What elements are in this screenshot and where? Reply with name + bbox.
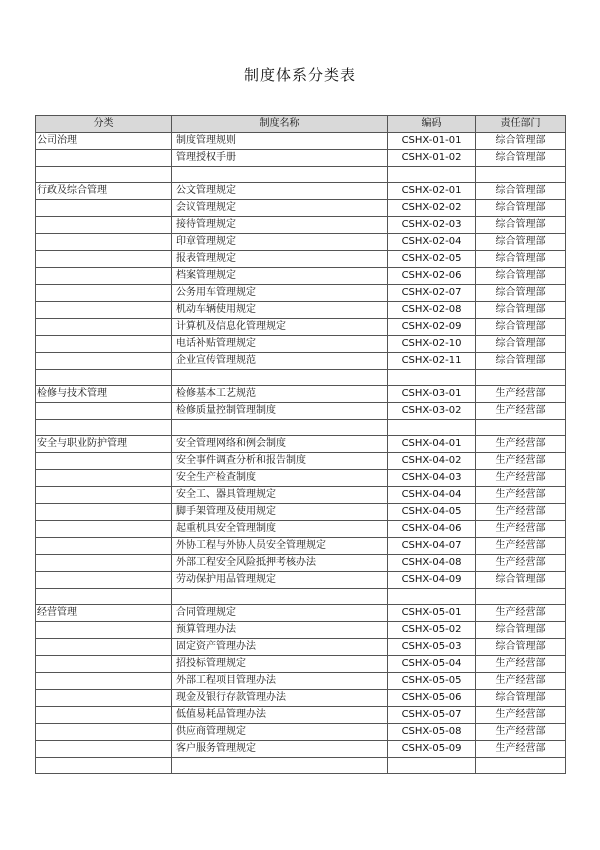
policy-name-cell: 外部工程安全风险抵押考核办法 bbox=[172, 555, 388, 572]
policy-code-cell: CSHX-05-01 bbox=[388, 605, 476, 622]
policy-name-cell: 低值易耗品管理办法 bbox=[172, 707, 388, 724]
category-cell bbox=[36, 251, 172, 268]
category-cell bbox=[36, 538, 172, 555]
category-cell bbox=[36, 150, 172, 167]
table-row bbox=[36, 707, 566, 724]
table-header-row bbox=[36, 116, 566, 133]
table-row bbox=[36, 673, 566, 690]
department-cell: 生产经营部 bbox=[476, 487, 566, 504]
policy-code-cell: CSHX-02-03 bbox=[388, 217, 476, 234]
category-cell bbox=[36, 234, 172, 251]
category-cell bbox=[36, 217, 172, 234]
policy-code-cell: CSHX-02-11 bbox=[388, 353, 476, 370]
policy-code-cell: CSHX-02-08 bbox=[388, 302, 476, 319]
department-cell: 综合管理部 bbox=[476, 302, 566, 319]
policy-code-cell: CSHX-04-04 bbox=[388, 487, 476, 504]
department-cell: 综合管理部 bbox=[476, 639, 566, 656]
empty-cell bbox=[476, 370, 566, 386]
policy-code-cell: CSHX-02-05 bbox=[388, 251, 476, 268]
department-cell: 生产经营部 bbox=[476, 386, 566, 403]
blank-row bbox=[36, 589, 566, 605]
policy-name-cell: 安全生产检查制度 bbox=[172, 470, 388, 487]
policy-code-cell: CSHX-05-05 bbox=[388, 673, 476, 690]
policy-name-cell: 会议管理规定 bbox=[172, 200, 388, 217]
policy-name-cell: 劳动保护用品管理规定 bbox=[172, 572, 388, 589]
policy-code-cell: CSHX-04-03 bbox=[388, 470, 476, 487]
department-cell: 综合管理部 bbox=[476, 217, 566, 234]
table-row bbox=[36, 403, 566, 420]
category-cell bbox=[36, 555, 172, 572]
policy-name-cell: 客户服务管理规定 bbox=[172, 741, 388, 758]
policy-name-cell: 检修质量控制管理制度 bbox=[172, 403, 388, 420]
department-cell: 生产经营部 bbox=[476, 521, 566, 538]
department-cell: 综合管理部 bbox=[476, 622, 566, 639]
department-cell: 综合管理部 bbox=[476, 319, 566, 336]
empty-cell bbox=[172, 167, 388, 183]
category-cell bbox=[36, 690, 172, 707]
policy-code-cell: CSHX-02-01 bbox=[388, 183, 476, 200]
policy-name-cell: 供应商管理规定 bbox=[172, 724, 388, 741]
empty-cell bbox=[476, 167, 566, 183]
table-body bbox=[36, 133, 566, 774]
policy-name-cell: 电话补贴管理规定 bbox=[172, 336, 388, 353]
department-cell: 生产经营部 bbox=[476, 538, 566, 555]
department-cell: 综合管理部 bbox=[476, 336, 566, 353]
policy-code-cell: CSHX-02-10 bbox=[388, 336, 476, 353]
category-cell: 安全与职业防护管理 bbox=[36, 436, 172, 453]
empty-cell bbox=[172, 589, 388, 605]
table-row bbox=[36, 572, 566, 589]
policy-code-cell: CSHX-03-02 bbox=[388, 403, 476, 420]
policy-name-cell: 接待管理规定 bbox=[172, 217, 388, 234]
table-row bbox=[36, 353, 566, 370]
header-code: 编码 bbox=[388, 116, 476, 133]
policy-name-cell: 起重机具安全管理制度 bbox=[172, 521, 388, 538]
empty-cell bbox=[36, 758, 172, 774]
department-cell: 综合管理部 bbox=[476, 285, 566, 302]
department-cell: 综合管理部 bbox=[476, 150, 566, 167]
empty-cell bbox=[172, 370, 388, 386]
table-row bbox=[36, 470, 566, 487]
department-cell: 生产经营部 bbox=[476, 555, 566, 572]
policy-code-cell: CSHX-04-07 bbox=[388, 538, 476, 555]
policy-name-cell: 现金及银行存款管理办法 bbox=[172, 690, 388, 707]
policy-name-cell: 公文管理规定 bbox=[172, 183, 388, 200]
department-cell: 生产经营部 bbox=[476, 741, 566, 758]
table-row bbox=[36, 133, 566, 150]
department-cell: 生产经营部 bbox=[476, 436, 566, 453]
table-row bbox=[36, 656, 566, 673]
policy-name-cell: 安全工、器具管理规定 bbox=[172, 487, 388, 504]
policy-code-cell: CSHX-05-03 bbox=[388, 639, 476, 656]
policy-name-cell: 安全事件调查分析和报告制度 bbox=[172, 453, 388, 470]
empty-cell bbox=[476, 758, 566, 774]
policy-name-cell: 检修基本工艺规范 bbox=[172, 386, 388, 403]
category-cell: 行政及综合管理 bbox=[36, 183, 172, 200]
policy-code-cell: CSHX-03-01 bbox=[388, 386, 476, 403]
table-row bbox=[36, 741, 566, 758]
policy-code-cell: CSHX-02-07 bbox=[388, 285, 476, 302]
empty-cell bbox=[172, 758, 388, 774]
empty-cell bbox=[388, 167, 476, 183]
category-cell bbox=[36, 336, 172, 353]
policy-name-cell: 公务用车管理规定 bbox=[172, 285, 388, 302]
table-row bbox=[36, 639, 566, 656]
policy-code-cell: CSHX-04-09 bbox=[388, 572, 476, 589]
table-row bbox=[36, 150, 566, 167]
policy-name-cell: 预算管理办法 bbox=[172, 622, 388, 639]
policy-code-cell: CSHX-04-01 bbox=[388, 436, 476, 453]
category-cell bbox=[36, 353, 172, 370]
category-cell bbox=[36, 319, 172, 336]
table-row bbox=[36, 453, 566, 470]
page-title: 制度体系分类表 bbox=[243, 66, 356, 84]
policy-name-cell: 管理授权手册 bbox=[172, 150, 388, 167]
empty-cell bbox=[36, 167, 172, 183]
policy-code-cell: CSHX-04-05 bbox=[388, 504, 476, 521]
department-cell: 生产经营部 bbox=[476, 707, 566, 724]
table-row bbox=[36, 302, 566, 319]
category-cell bbox=[36, 200, 172, 217]
empty-cell bbox=[388, 589, 476, 605]
policy-code-cell: CSHX-04-08 bbox=[388, 555, 476, 572]
table-row bbox=[36, 200, 566, 217]
category-cell: 公司治理 bbox=[36, 133, 172, 150]
policy-name-cell: 合同管理规定 bbox=[172, 605, 388, 622]
category-cell bbox=[36, 403, 172, 420]
empty-cell bbox=[36, 420, 172, 436]
policy-name-cell: 安全管理网络和例会制度 bbox=[172, 436, 388, 453]
empty-cell bbox=[36, 370, 172, 386]
table-row bbox=[36, 724, 566, 741]
table-row bbox=[36, 521, 566, 538]
department-cell: 生产经营部 bbox=[476, 656, 566, 673]
category-cell: 经营管理 bbox=[36, 605, 172, 622]
policy-code-cell: CSHX-05-02 bbox=[388, 622, 476, 639]
table-row bbox=[36, 251, 566, 268]
empty-cell bbox=[388, 370, 476, 386]
category-cell bbox=[36, 268, 172, 285]
department-cell: 生产经营部 bbox=[476, 673, 566, 690]
table-row bbox=[36, 487, 566, 504]
table-row bbox=[36, 690, 566, 707]
policy-code-cell: CSHX-01-01 bbox=[388, 133, 476, 150]
department-cell: 生产经营部 bbox=[476, 453, 566, 470]
classification-table bbox=[35, 115, 566, 774]
table-row bbox=[36, 183, 566, 200]
category-cell bbox=[36, 572, 172, 589]
category-cell bbox=[36, 453, 172, 470]
empty-cell bbox=[388, 758, 476, 774]
policy-name-cell: 企业宣传管理规范 bbox=[172, 353, 388, 370]
table-row bbox=[36, 268, 566, 285]
policy-code-cell: CSHX-04-06 bbox=[388, 521, 476, 538]
policy-name-cell: 档案管理规定 bbox=[172, 268, 388, 285]
policy-code-cell: CSHX-05-06 bbox=[388, 690, 476, 707]
table-row bbox=[36, 336, 566, 353]
empty-cell bbox=[388, 420, 476, 436]
table-row bbox=[36, 538, 566, 555]
policy-name-cell: 印章管理规定 bbox=[172, 234, 388, 251]
header-name: 制度名称 bbox=[172, 116, 388, 133]
table-row bbox=[36, 234, 566, 251]
department-cell: 生产经营部 bbox=[476, 724, 566, 741]
department-cell: 生产经营部 bbox=[476, 605, 566, 622]
category-cell bbox=[36, 487, 172, 504]
header-dept: 责任部门 bbox=[476, 116, 566, 133]
policy-code-cell: CSHX-04-02 bbox=[388, 453, 476, 470]
header-category: 分类 bbox=[36, 116, 172, 133]
policy-code-cell: CSHX-01-02 bbox=[388, 150, 476, 167]
policy-name-cell: 制度管理规则 bbox=[172, 133, 388, 150]
category-cell bbox=[36, 504, 172, 521]
empty-cell bbox=[172, 420, 388, 436]
policy-code-cell: CSHX-02-09 bbox=[388, 319, 476, 336]
table-row bbox=[36, 285, 566, 302]
department-cell: 综合管理部 bbox=[476, 234, 566, 251]
blank-row bbox=[36, 370, 566, 386]
blank-row bbox=[36, 758, 566, 774]
department-cell: 综合管理部 bbox=[476, 572, 566, 589]
policy-code-cell: CSHX-02-06 bbox=[388, 268, 476, 285]
table-row bbox=[36, 504, 566, 521]
policy-code-cell: CSHX-02-04 bbox=[388, 234, 476, 251]
category-cell bbox=[36, 622, 172, 639]
policy-code-cell: CSHX-05-07 bbox=[388, 707, 476, 724]
policy-name-cell: 报表管理规定 bbox=[172, 251, 388, 268]
table-row bbox=[36, 319, 566, 336]
policy-name-cell: 脚手架管理及使用规定 bbox=[172, 504, 388, 521]
policy-name-cell: 计算机及信息化管理规定 bbox=[172, 319, 388, 336]
department-cell: 综合管理部 bbox=[476, 268, 566, 285]
policy-name-cell: 招投标管理规定 bbox=[172, 656, 388, 673]
category-cell bbox=[36, 673, 172, 690]
table-row bbox=[36, 622, 566, 639]
department-cell: 综合管理部 bbox=[476, 183, 566, 200]
blank-row bbox=[36, 167, 566, 183]
blank-row bbox=[36, 420, 566, 436]
department-cell: 生产经营部 bbox=[476, 470, 566, 487]
table-row bbox=[36, 555, 566, 572]
policy-code-cell: CSHX-05-09 bbox=[388, 741, 476, 758]
category-cell bbox=[36, 656, 172, 673]
category-cell bbox=[36, 741, 172, 758]
category-cell: 检修与技术管理 bbox=[36, 386, 172, 403]
department-cell: 综合管理部 bbox=[476, 353, 566, 370]
policy-name-cell: 外部工程项目管理办法 bbox=[172, 673, 388, 690]
category-cell bbox=[36, 302, 172, 319]
policy-name-cell: 外协工程与外协人员安全管理规定 bbox=[172, 538, 388, 555]
category-cell bbox=[36, 724, 172, 741]
empty-cell bbox=[476, 420, 566, 436]
empty-cell bbox=[476, 589, 566, 605]
policy-code-cell: CSHX-02-02 bbox=[388, 200, 476, 217]
department-cell: 生产经营部 bbox=[476, 403, 566, 420]
department-cell: 综合管理部 bbox=[476, 251, 566, 268]
table-row bbox=[36, 605, 566, 622]
policy-name-cell: 固定资产管理办法 bbox=[172, 639, 388, 656]
policy-code-cell: CSHX-05-08 bbox=[388, 724, 476, 741]
category-cell bbox=[36, 639, 172, 656]
table-row bbox=[36, 436, 566, 453]
department-cell: 综合管理部 bbox=[476, 200, 566, 217]
department-cell: 综合管理部 bbox=[476, 690, 566, 707]
table-row bbox=[36, 386, 566, 403]
category-cell bbox=[36, 470, 172, 487]
policy-code-cell: CSHX-05-04 bbox=[388, 656, 476, 673]
category-cell bbox=[36, 521, 172, 538]
empty-cell bbox=[36, 589, 172, 605]
policy-name-cell: 机动车辆使用规定 bbox=[172, 302, 388, 319]
category-cell bbox=[36, 707, 172, 724]
table-row bbox=[36, 217, 566, 234]
department-cell: 生产经营部 bbox=[476, 504, 566, 521]
department-cell: 综合管理部 bbox=[476, 133, 566, 150]
category-cell bbox=[36, 285, 172, 302]
